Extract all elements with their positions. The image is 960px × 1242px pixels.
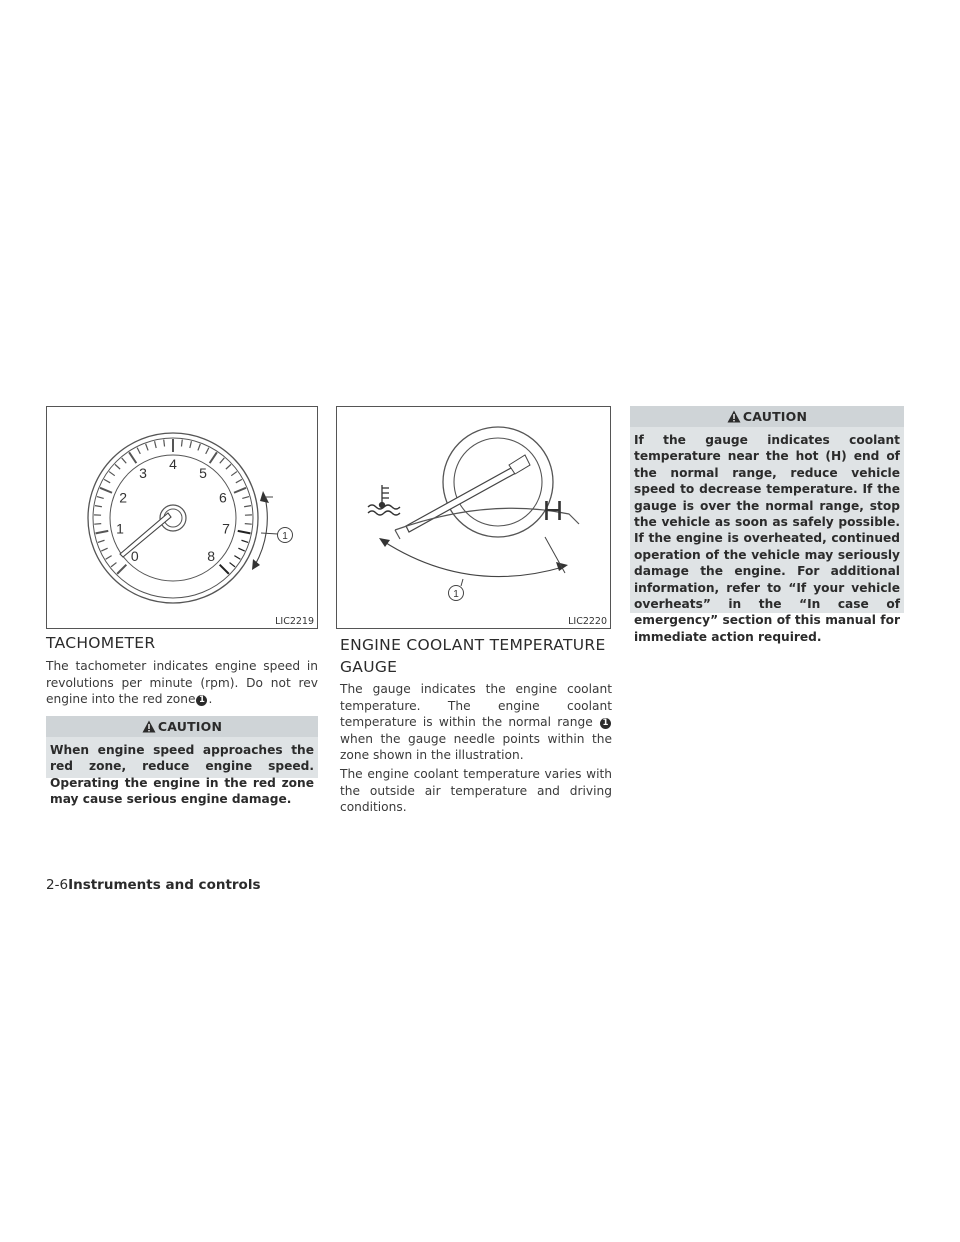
temperature-gauge-illustration [337,407,612,630]
warning-triangle-icon [727,408,741,429]
tachometer-text-end: . [208,692,213,707]
temperature-gauge-figure [336,406,611,629]
tachometer-caution [46,716,318,807]
tach-minor-tick [94,524,101,525]
coolant-variation-text: The engine coolant temperature varies with the outside air temperature and driving conditions. [340,767,612,815]
tach-minor-tick [226,464,231,469]
tachometer-text: The tachometer indicates engine speed in revolutions per minute (rpm). Do not rev engine into the red zone [46,659,318,707]
tach-callout-number: 1 [282,531,288,542]
callout-1-badge: 1 [600,718,611,729]
tach-minor-tick [236,479,242,482]
tach-major-tick [234,488,246,493]
figure-code: LIC2219 [275,616,314,627]
tach-minor-tick [98,540,105,542]
tach-scale-label: 8 [207,548,216,565]
caution-text: When engine speed approaches the red zone, reduce engine speed. Operating the engine in the red zone may cause serious engine damage. [50,743,314,807]
hot-label: H [542,495,564,526]
tach-scale-label: 4 [169,456,177,472]
tach-minor-tick [146,444,148,451]
tach-minor-tick [109,472,115,476]
tach-major-tick [117,565,126,574]
tach-minor-tick [241,540,248,542]
tachometer-description [46,658,318,708]
tach-scale-label: 5 [199,465,207,482]
tach-minor-tick [220,458,225,463]
figure-code: LIC2220 [568,616,607,627]
tach-minor-tick [111,563,116,567]
tachometer-heading: TACHOMETER [46,634,156,652]
tach-minor-tick [97,497,104,499]
tach-minor-tick [234,556,240,560]
tach-major-tick [220,565,229,574]
coolant-temperature-icon [368,485,400,515]
tach-scale-label: 7 [222,520,230,537]
callout-1-badge: 1 [196,695,207,706]
caution-title: CAUTION [157,719,223,734]
caution-header [630,406,904,427]
tach-minor-tick [122,458,127,463]
tach-major-tick [96,531,109,534]
tach-scale-label: 3 [139,465,147,482]
tach-minor-tick [230,563,235,567]
page-number: 2-6 [46,877,69,893]
tach-minor-tick [137,448,140,454]
caution-text: If the gauge indicates coolant temperature near the hot (H) end of the normal range, reduce vehicle speed to decrease temperature. If the gauge is over the normal range, stop the vehicle as soon as safely possible. If the engine is overheated, continued operation of the vehicle may seriously damage the engine. For additional information, refer to “If your vehicle overheats” in the “In case of emergency” section of this manual for immediate action required. [634,433,900,644]
tach-minor-tick [242,497,249,499]
tach-minor-tick [95,506,102,507]
tach-minor-tick [244,506,251,507]
tach-scale-label: 1 [116,520,124,537]
tach-scale-label: 6 [218,489,227,506]
tach-minor-tick [206,448,209,454]
coolant-gauge-description [340,681,612,764]
tach-minor-tick [231,472,237,476]
tach-minor-tick [164,440,165,447]
coolant-caution [630,406,904,644]
tachometer-figure [46,406,318,629]
tach-minor-tick [155,441,157,448]
tach-minor-tick [198,444,200,451]
coolant-text: The gauge indicates the engine coolant temperature. The engine coolant temperature is within the normal range [340,682,612,730]
tach-scale-label: 0 [130,548,139,565]
tach-minor-tick [238,548,244,551]
warning-triangle-icon [142,718,156,739]
tach-minor-tick [181,440,182,447]
gauge-callout-number: 1 [453,589,459,600]
caution-title: CAUTION [742,409,808,424]
tach-minor-tick [245,524,252,525]
tach-major-tick [129,452,136,463]
section-title: Instruments and controls [68,877,261,893]
page-footer [46,877,261,893]
tach-major-tick [100,488,112,493]
coolant-text-end: when the gauge needle points within the zone shown in the illustration. [340,731,612,763]
tach-minor-tick [101,548,107,551]
tachometer-illustration [47,407,319,630]
coolant-gauge-heading: ENGINE COOLANT TEMPERATURE GAUGE [340,636,606,676]
tach-minor-tick [106,556,112,560]
tach-minor-tick [115,464,120,469]
tach-minor-tick [104,479,110,482]
tach-scale-label: 2 [119,489,128,506]
tach-major-tick [238,531,251,534]
tach-minor-tick [190,441,192,448]
tach-major-tick [210,452,217,463]
caution-header [46,716,318,737]
